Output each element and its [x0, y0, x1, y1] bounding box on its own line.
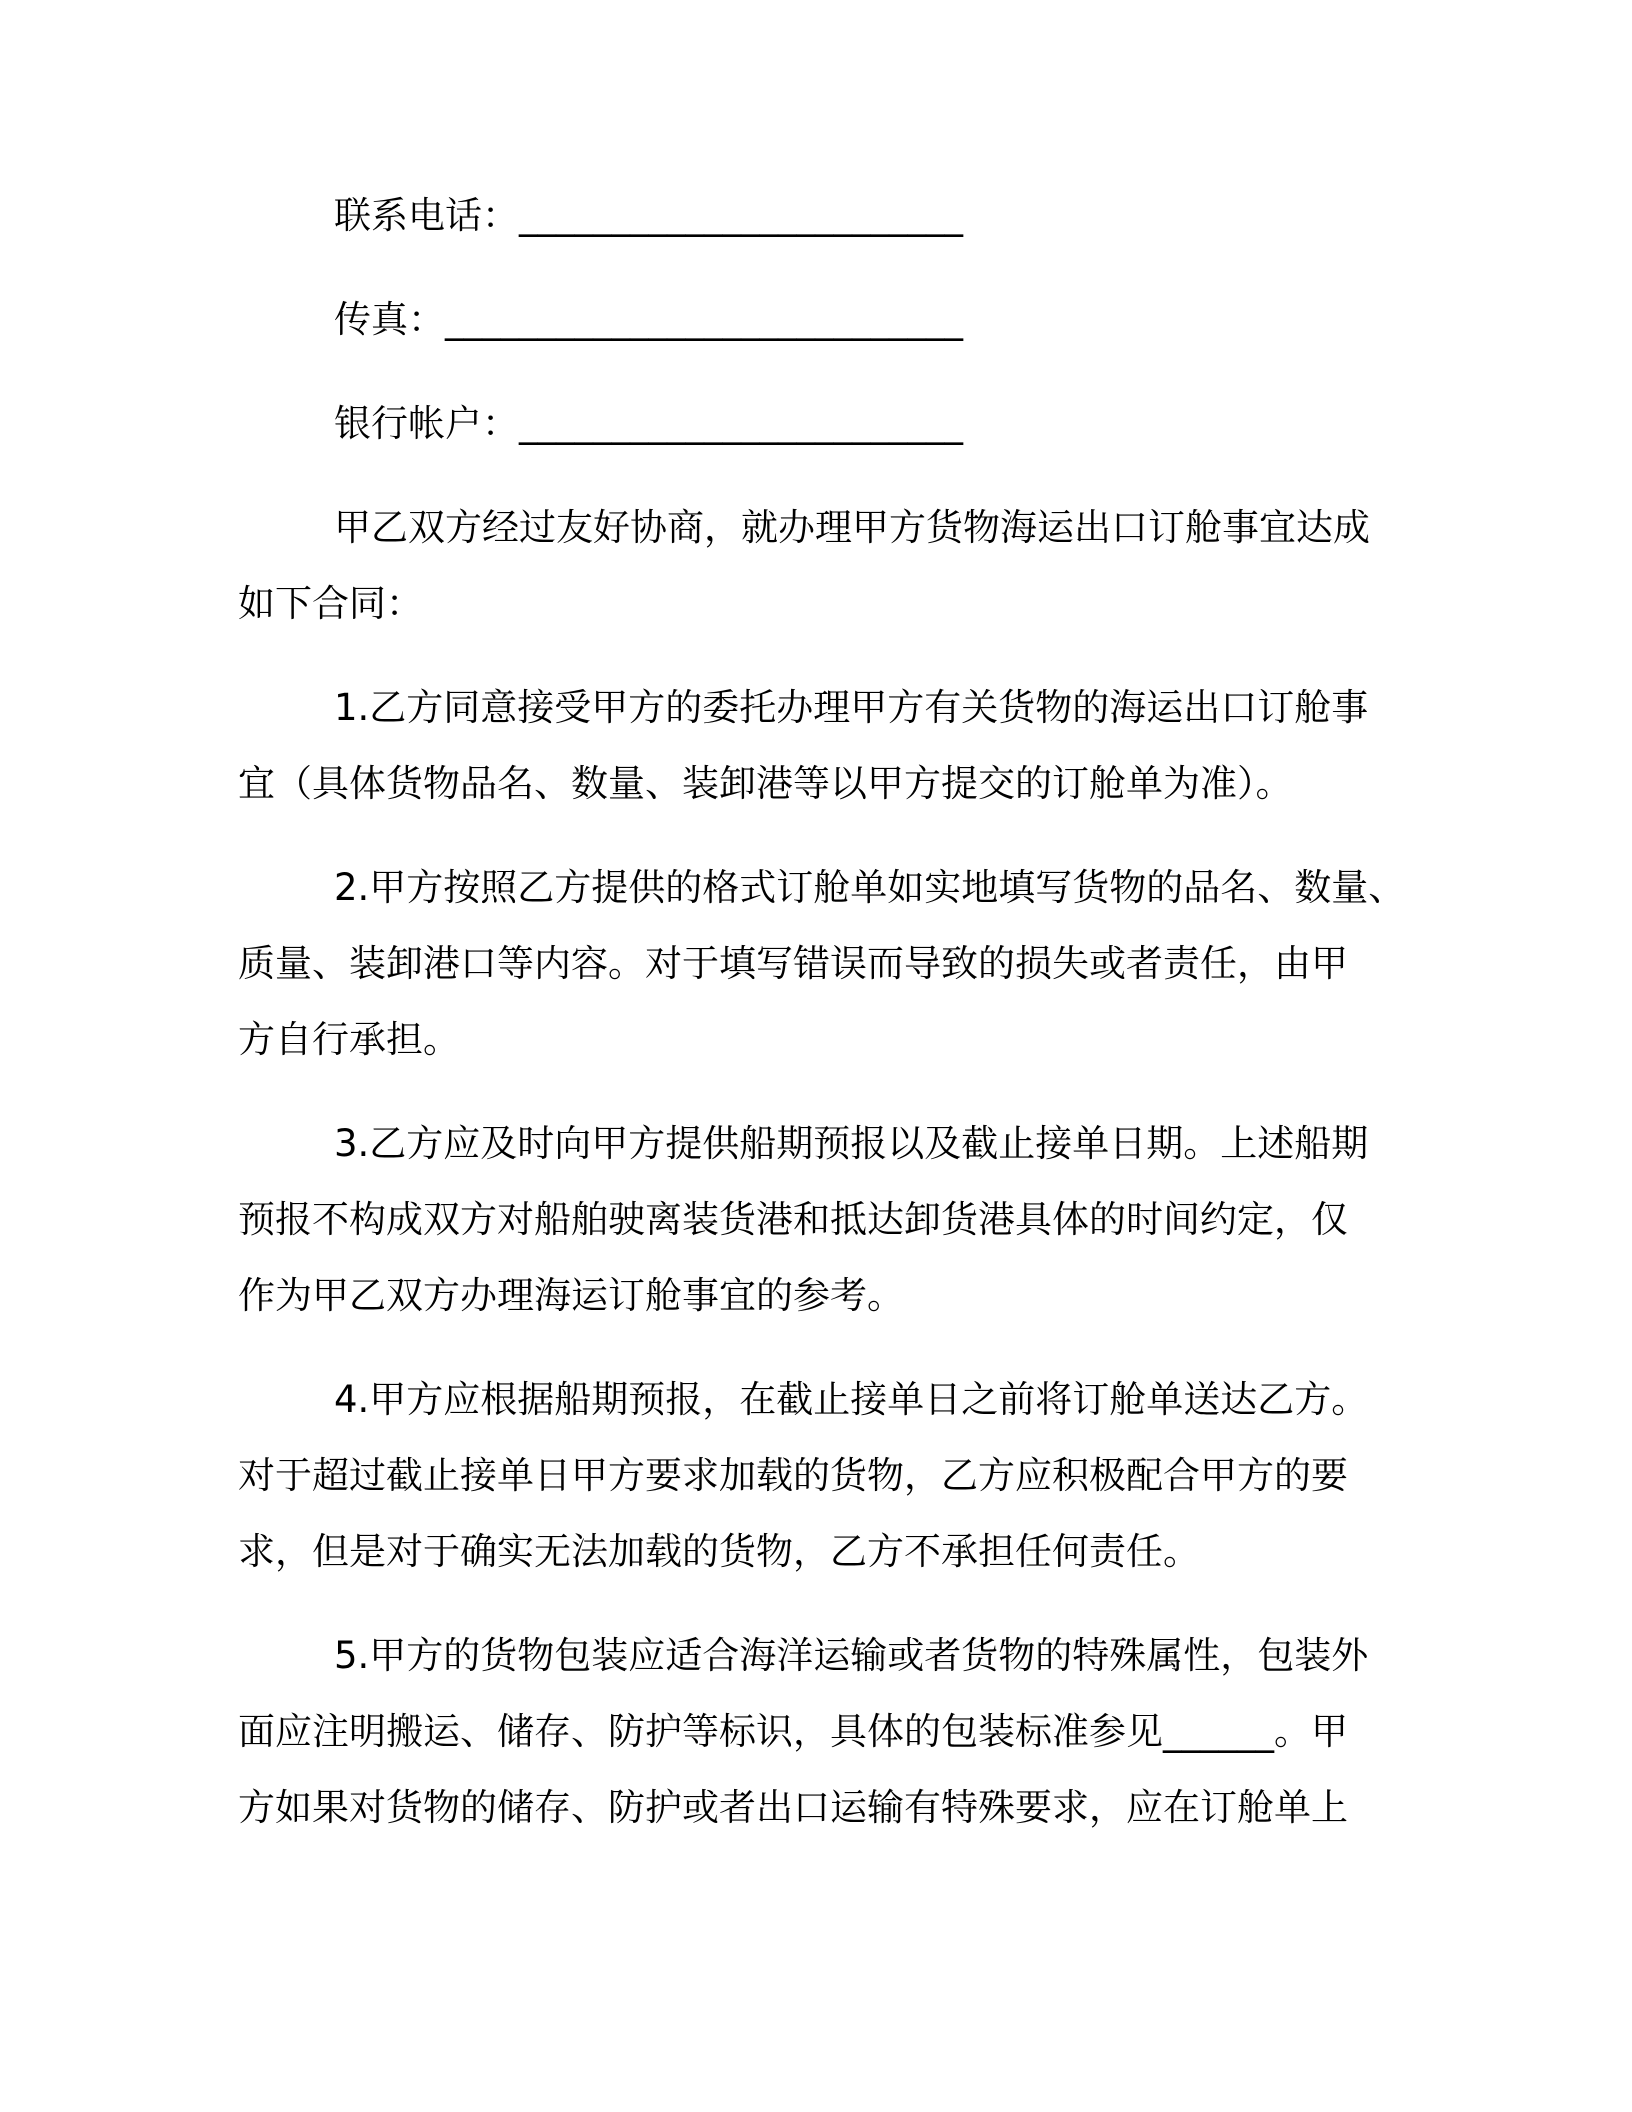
field-fax	[334, 281, 963, 358]
clause-4-line: 4.甲方应根据船期预报，在截止接单日之前将订舱单送达乙方。	[334, 1378, 1369, 1421]
clause-5-line: 面应注明搬运、储存、防护等标识，具体的包装标准参见______。甲	[238, 1710, 1348, 1753]
paragraph-intro-line: 如下合同：	[238, 582, 423, 625]
field-fax-label: 传真：	[334, 298, 445, 341]
field-fax-blank: ____________________________	[445, 298, 963, 341]
clause-5-line: 5.甲方的货物包装应适合海洋运输或者货物的特殊属性，包装外	[334, 1634, 1369, 1677]
clause-2-line: 质量、装卸港口等内容。对于填写错误而导致的损失或者责任，由甲	[238, 942, 1348, 985]
clause-1-line: 宜（具体货物品名、数量、装卸港等以甲方提交的订舱单为准）。	[238, 762, 1293, 805]
field-bank-account	[334, 385, 963, 462]
clause-2-line: 方自行承担。	[238, 1018, 460, 1061]
field-phone-label: 联系电话：	[334, 194, 519, 237]
field-bank-account-label: 银行帐户：	[334, 402, 519, 445]
clause-1-line: 1.乙方同意接受甲方的委托办理甲方有关货物的海运出口订舱事	[334, 686, 1369, 729]
clause-3-line: 3.乙方应及时向甲方提供船期预报以及截止接单日期。上述船期	[334, 1122, 1369, 1165]
clause-3-line: 预报不构成双方对船舶驶离装货港和抵达卸货港具体的时间约定，仅	[238, 1198, 1348, 1241]
field-bank-account-blank: ________________________	[519, 402, 963, 445]
clause-3-line: 作为甲乙双方办理海运订舱事宜的参考。	[238, 1274, 904, 1317]
field-phone	[334, 177, 963, 254]
clause-5-line: 方如果对货物的储存、防护或者出口运输有特殊要求，应在订舱单上	[238, 1786, 1348, 1829]
clause-4-line: 对于超过截止接单日甲方要求加载的货物，乙方应积极配合甲方的要	[238, 1454, 1348, 1497]
paragraph-intro-line: 甲乙双方经过友好协商，就办理甲方货物海运出口订舱事宜达成	[334, 506, 1370, 549]
clause-4-line: 求，但是对于确实无法加载的货物，乙方不承担任何责任。	[238, 1530, 1200, 1573]
field-phone-blank: ________________________	[519, 194, 963, 237]
clause-2-line: 2.甲方按照乙方提供的格式订舱单如实地填写货物的品名、数量、	[334, 866, 1406, 909]
